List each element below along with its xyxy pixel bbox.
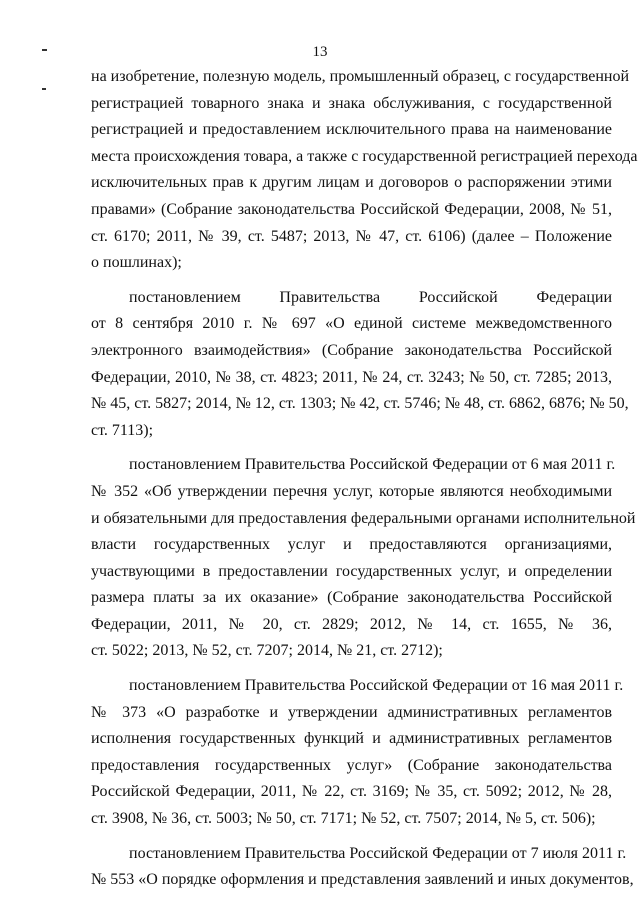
- text-line: постановлением Правительства Российской Федерации от 6 мая 2011 г.: [129, 456, 616, 474]
- text-line: правами» (Собрание законодательства Российской Федерации, 2008, № 51,: [91, 200, 612, 218]
- text-line: ст. 6170; 2011, № 39, ст. 5487; 2013, № 47, ст. 6106) (далее – Положение: [91, 227, 612, 245]
- text-line: ст. 5022; 2013, № 52, ст. 7207; 2014, № 21, ст. 2712);: [91, 642, 443, 660]
- text-line: Российской Федерации, 2011, № 22, ст. 3169; № 35, ст. 5092; 2012, № 28,: [91, 783, 612, 801]
- text-line: Федерации, 2010, № 38, ст. 4823; 2011, № 24, ст. 3243; № 50, ст. 7285; 2013,: [91, 368, 612, 386]
- paragraph: [91, 64, 638, 277]
- text-line: и обязательными для предоставления федеральными органами исполнительной: [91, 509, 636, 527]
- text-line: о пошлинах);: [91, 254, 182, 272]
- text-line: исполнения государственных функций и административных регламентов: [91, 730, 612, 748]
- text-line: постановлением Правительства Российской Федерации: [129, 288, 612, 306]
- text-line: постановлением Правительства Российской Федерации от 16 мая 2011 г.: [129, 677, 624, 695]
- document-body: [91, 64, 638, 894]
- text-line: регистрацией товарного знака и знака обслуживания, с государственной: [91, 94, 612, 112]
- text-line: размера платы за их оказание» (Собрание законодательства Российской: [91, 589, 612, 607]
- paragraph: [91, 285, 629, 445]
- text-line: предоставления государственных услуг» (Собрание законодательства: [91, 756, 612, 774]
- text-line: места происхождения товара, а также с государственной регистрацией перехода: [91, 147, 638, 165]
- text-line: № 553 «О порядке оформления и представления заявлений и иных документов,: [91, 871, 634, 889]
- paragraph: [91, 452, 636, 665]
- text-line: ст. 3908, № 36, ст. 5003; № 50, ст. 7171; № 52, ст. 7507; 2014, № 5, ст. 506);: [91, 810, 596, 828]
- paragraph: [91, 673, 624, 833]
- text-line: № 352 «Об утверждении перечня услуг, которые являются необходимыми: [91, 482, 612, 500]
- text-line: власти государственных услуг и предоставляются организациями,: [91, 536, 612, 554]
- text-line: исключительных прав к другим лицам и договоров о распоряжении этими: [91, 174, 612, 192]
- text-line: ст. 7113);: [91, 421, 154, 439]
- text-line: на изобретение, полезную модель, промышленный образец, с государственной: [91, 68, 630, 85]
- text-line: № 373 «О разработке и утверждении административных регламентов: [91, 703, 612, 721]
- margin-mark: [42, 49, 47, 51]
- page-number: 13: [312, 44, 328, 60]
- margin-mark: [42, 88, 46, 90]
- text-line: участвующими в предоставлении государственных услуг, и определении: [91, 562, 612, 580]
- text-line: постановлением Правительства Российской Федерации от 7 июля 2011 г.: [129, 844, 627, 862]
- text-line: Федерации, 2011, № 20, ст. 2829; 2012, № 14, ст. 1655, № 36,: [91, 615, 612, 633]
- text-line: электронного взаимодействия» (Собрание законодательства Российской: [91, 341, 612, 359]
- text-line: регистрацией и предоставлением исключительного права на наименование: [91, 121, 612, 139]
- text-line: № 45, ст. 5827; 2014, № 12, ст. 1303; № 42, ст. 5746; № 48, ст. 6862, 6876; № 50,: [91, 395, 629, 413]
- text-line: от 8 сентября 2010 г. № 697 «О единой системе межведомственного: [91, 315, 612, 333]
- paragraph: [91, 841, 634, 894]
